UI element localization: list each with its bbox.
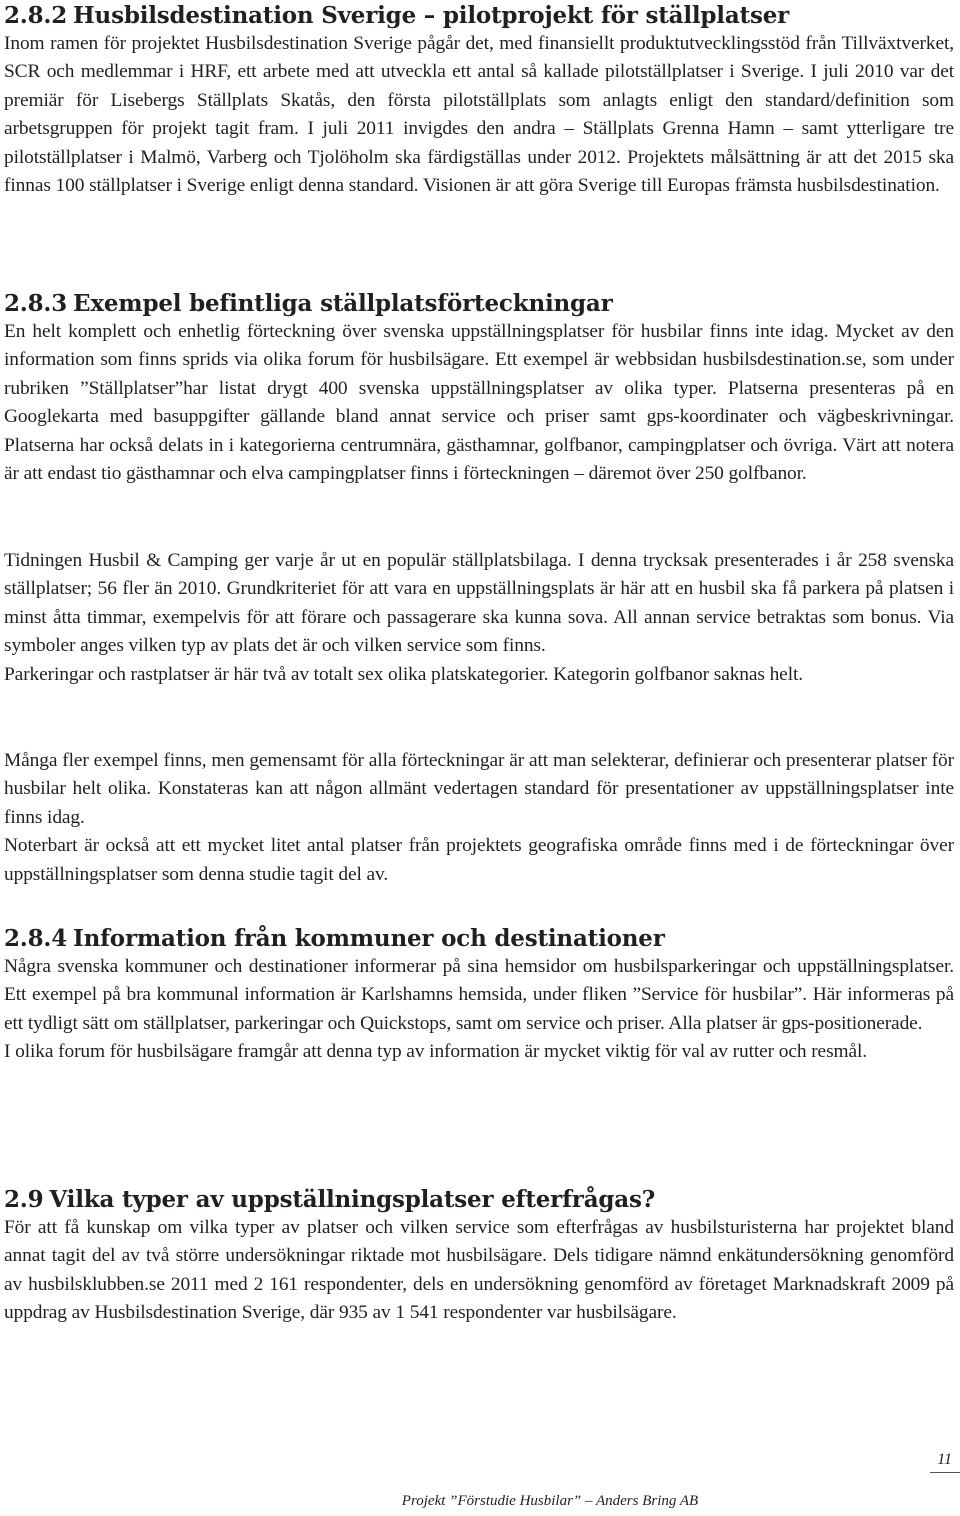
section-number: 2.8.2 — [4, 2, 68, 29]
paragraph: Många fler exempel finns, men gemensamt för alla förteckningar är att man selekterar, definierar och presenterar platser för husbilar helt olika. Konstateras kan att någon allmänt vedertagen standard för presentationer av uppställningsplatser inte finns idag. — [4, 750, 954, 828]
section-number: 2.9 — [4, 1186, 44, 1213]
section-2-9 — [4, 1186, 954, 1328]
paragraph: Några svenska kommuner och destinationer informerar på sina hemsidor om husbilsparkeringar och uppställningsplatser. Ett exempel på bra kommunal information är Karlshamns hemsida, under fliken ”Service för husbilar”. Här informeras på ett tydligt sätt om ställplatser, parkeringar och Quickstops, samt om service och priser. Alla platser är gps-positionerade. — [4, 956, 954, 1034]
section-heading — [4, 290, 954, 318]
paragraph: Parkeringar och rastplatser är här två av totalt sex olika platskategorier. Kategorin golfbanor saknas helt. — [4, 663, 804, 685]
paragraph: För att få kunskap om vilka typer av platser och vilken service som efterfrågas av husbilsturisterna har projektet bland annat tagit del av två större undersökningar riktade mot husbilsägare. Dels tidigare nämnd enkätundersökning genomförd av husbilsklubben.se 2011 med 2 161 respondenter, dels en undersökning genomförd av företaget Marknadskraft 2009 på uppdrag av Husbilsdestination Sverige, där 935 av 1 541 respondenter var husbilsägare. — [4, 1217, 954, 1324]
section-number: 2.8.3 — [4, 290, 68, 317]
section-title: Information från kommuner och destinationer — [73, 925, 665, 952]
section-2-8-3 — [4, 290, 954, 488]
section-2-8-2 — [4, 2, 954, 200]
footer-text: Projekt ”Förstudie Husbilar” – Anders Bring AB — [401, 1493, 699, 1509]
paragraph-group-fler-exempel — [4, 747, 954, 889]
section-heading — [4, 1186, 954, 1214]
section-heading — [4, 925, 954, 953]
section-title: Exempel befintliga ställplatsförteckningar — [73, 290, 613, 317]
section-number: 2.8.4 — [4, 925, 68, 952]
section-heading — [4, 2, 954, 30]
paragraph: Inom ramen för projektet Husbilsdestination Sverige pågår det, med finansiellt produktutvecklingsstöd från Tillväxtverket, SCR och medlemmar i HRF, ett arbete med att utveckla ett antal så kallade pilotställplatser i Sverige. I juli 2010 var det premiär för Lisebergs Ställplats Skatås, den första pilotställplats som anlagts enligt den standard/definition som arbetsgruppen för projekt tagit fram. I juli 2011 invigdes den andra – Ställplats Grenna Hamn – samt ytterligare tre pilotställplatser i Malmö, Varberg och Tjolöholm ska färdigställas under 2012. Projektets målsättning är att det 2015 ska finnas 100 ställplatser i Sverige enligt denna standard. Visionen är att göra Sverige till Europas främsta husbilsdestination. — [4, 33, 954, 197]
page-number-rule — [930, 1472, 960, 1473]
section-2-8-4 — [4, 925, 954, 1067]
paragraph: En helt komplett och enhetlig förteckning över svenska uppställningsplatser för husbilar finns inte idag. Mycket av den information som finns sprids via olika forum för husbilsägare. Ett exempel är webbsidan husbilsdestination.se, som under rubriken ”Ställplatser”har listat drygt 400 svenska uppställningsplatser av olika typer. Platserna presenteras på en Googlekarta med basuppgifter gällande bland annat service och priser samt gps-koordinater och vägbeskrivningar. Platserna har också delats in i kategorierna centrumnära, gästhamnar, golfbanor, campingplatser och övriga. Värt att notera är att endast tio gästhamnar och elva campingplatser finns i förteckningen – däremot över 250 golfbanor. — [4, 321, 954, 485]
page-number: 11 — [937, 1451, 952, 1468]
paragraph: Tidningen Husbil & Camping ger varje år ut en populär ställplatsbilaga. I denna trycksak presenterades i år 258 svenska ställplatser; 56 fler än 2010. Grundkriteriet för att vara en uppställningsplats är här att en husbil ska få parkera på platsen i minst åtta timmar, exempelvis för att förare och passagerare ska kunna sova. All annan service betraktas som bonus. Via symboler anges vilken typ av plats det är och vilken service som finns. — [4, 550, 954, 657]
section-title: Husbilsdestination Sverige – pilotprojekt för ställplatser — [73, 2, 790, 29]
paragraph: Noterbart är också att ett mycket litet antal platser från projektets geografiska område finns med i de förteckningar över uppställningsplatser som denna studie tagit del av. — [4, 835, 954, 885]
footer — [0, 1493, 960, 1510]
paragraph: I olika forum för husbilsägare framgår att denna typ av information är mycket viktig för val av rutter och resmål. — [4, 1041, 868, 1063]
section-title: Vilka typer av uppställningsplatser efterfrågas? — [49, 1186, 656, 1213]
paragraph-group-husbil-camping — [4, 547, 954, 689]
